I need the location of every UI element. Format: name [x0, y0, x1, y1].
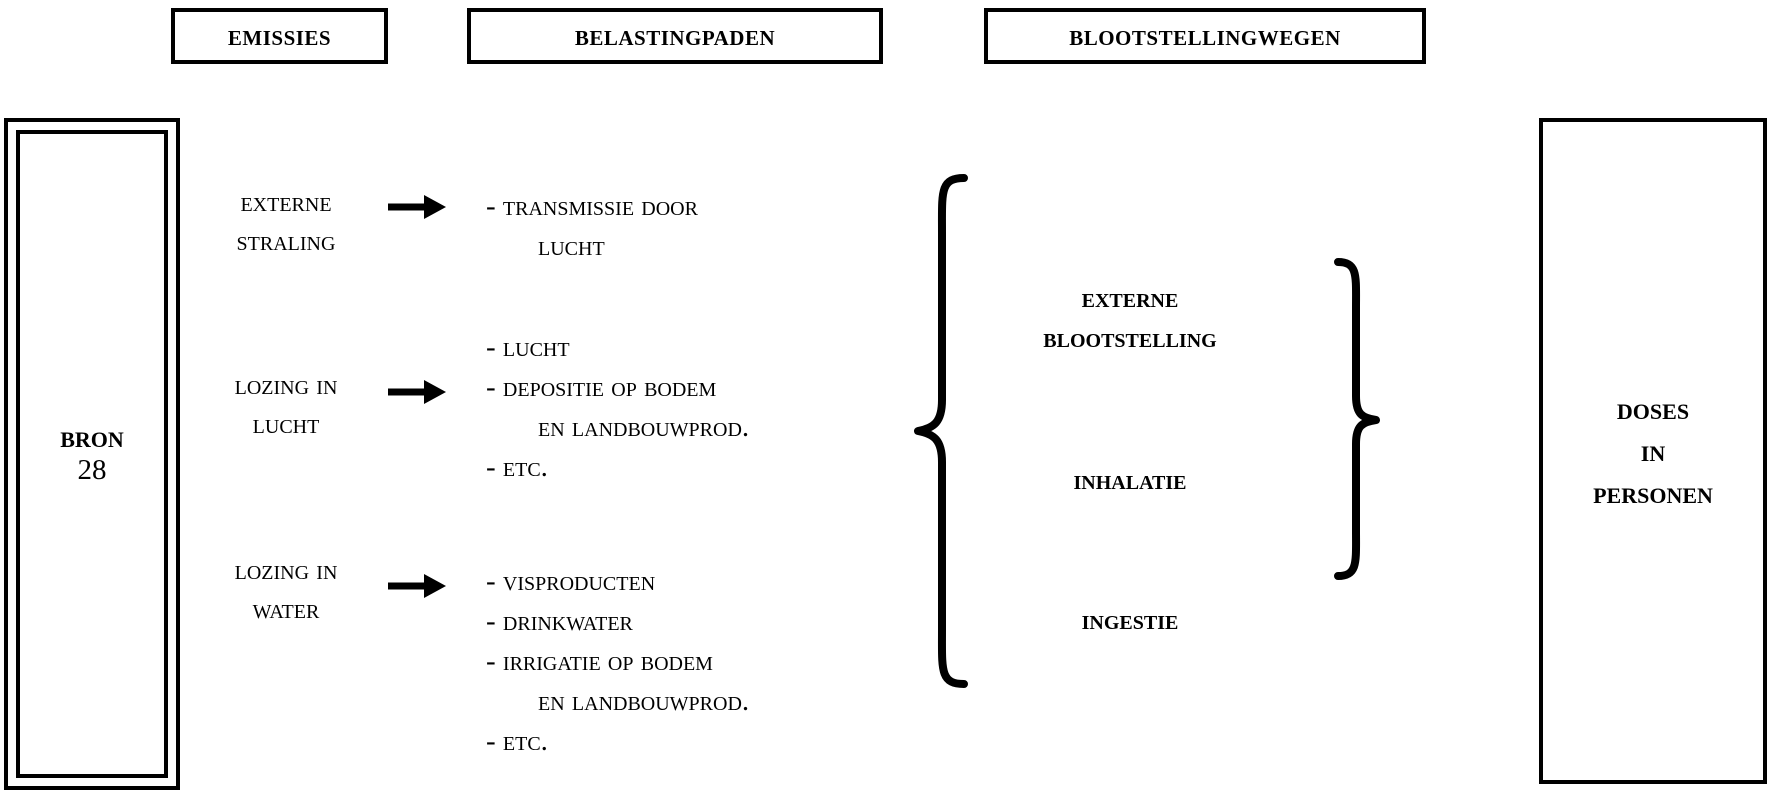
pathway-line: - visproducten [486, 565, 656, 597]
route-line-2: blootstelling [1043, 322, 1217, 355]
emission-label-lozing-in-water [196, 551, 376, 629]
result-line-3: personen [1593, 474, 1713, 510]
emission-line-2: water [252, 593, 320, 626]
emission-label-lozing-in-lucht [196, 366, 376, 444]
pathway-line: - lucht [486, 331, 570, 363]
exposure-route-inhalatie [965, 460, 1295, 500]
column-header-blootstellingwegen [984, 8, 1426, 64]
emission-line-1: lozing in [234, 369, 338, 401]
pathway-group-lozing-in-lucht [486, 327, 906, 487]
arrow-right-icon [386, 571, 448, 601]
exposure-route-externe-blootstelling [965, 278, 1295, 358]
source-number: 28 [77, 454, 107, 487]
brace-left-icon [912, 172, 972, 690]
source-box-outer [4, 118, 180, 790]
pathway-line: en landbouwprod. [538, 411, 750, 444]
emission-line-1: externe [240, 186, 332, 218]
source-label: bron [60, 419, 124, 455]
route-line-1: inhalatie [1073, 464, 1187, 496]
pathway-line: - irrigatie op bodem [486, 645, 713, 678]
emission-line-2: straling [236, 225, 336, 258]
emission-line-1: lozing in [234, 554, 338, 586]
exposure-route-ingestie [965, 600, 1295, 640]
pathway-line: - drinkwater [486, 605, 633, 638]
column-header-emissies-label: emissies [227, 19, 332, 52]
route-line-1: ingestie [1081, 604, 1179, 636]
pathway-line: - etc. [486, 725, 548, 758]
source-box-inner [16, 130, 168, 778]
brace-right-icon [1332, 256, 1382, 582]
emission-line-2: lucht [252, 408, 320, 441]
pathway-group-externe-straling [486, 186, 906, 266]
result-box-doses-in-personen [1539, 118, 1767, 784]
pathway-line: en landbouwprod. [538, 685, 750, 718]
result-line-1: doses [1616, 391, 1690, 427]
column-header-emissies [171, 8, 388, 64]
pathway-line: lucht [538, 230, 605, 263]
pathway-group-lozing-in-water [486, 561, 906, 761]
arrow-right-icon [386, 192, 448, 222]
route-line-1: externe [1081, 282, 1179, 314]
arrow-right-icon [386, 377, 448, 407]
pathway-line: - depositie op bodem [486, 371, 717, 404]
emission-label-externe-straling [196, 183, 376, 261]
column-header-blootstellingwegen-label: blootstellingwegen [1069, 19, 1341, 52]
column-header-belastingpaden [467, 8, 883, 64]
result-line-2: in [1640, 433, 1666, 469]
column-header-belastingpaden-label: belastingpaden [574, 19, 776, 52]
pathway-line: - transmissie door [486, 190, 698, 222]
pathway-line: - etc. [486, 451, 548, 484]
